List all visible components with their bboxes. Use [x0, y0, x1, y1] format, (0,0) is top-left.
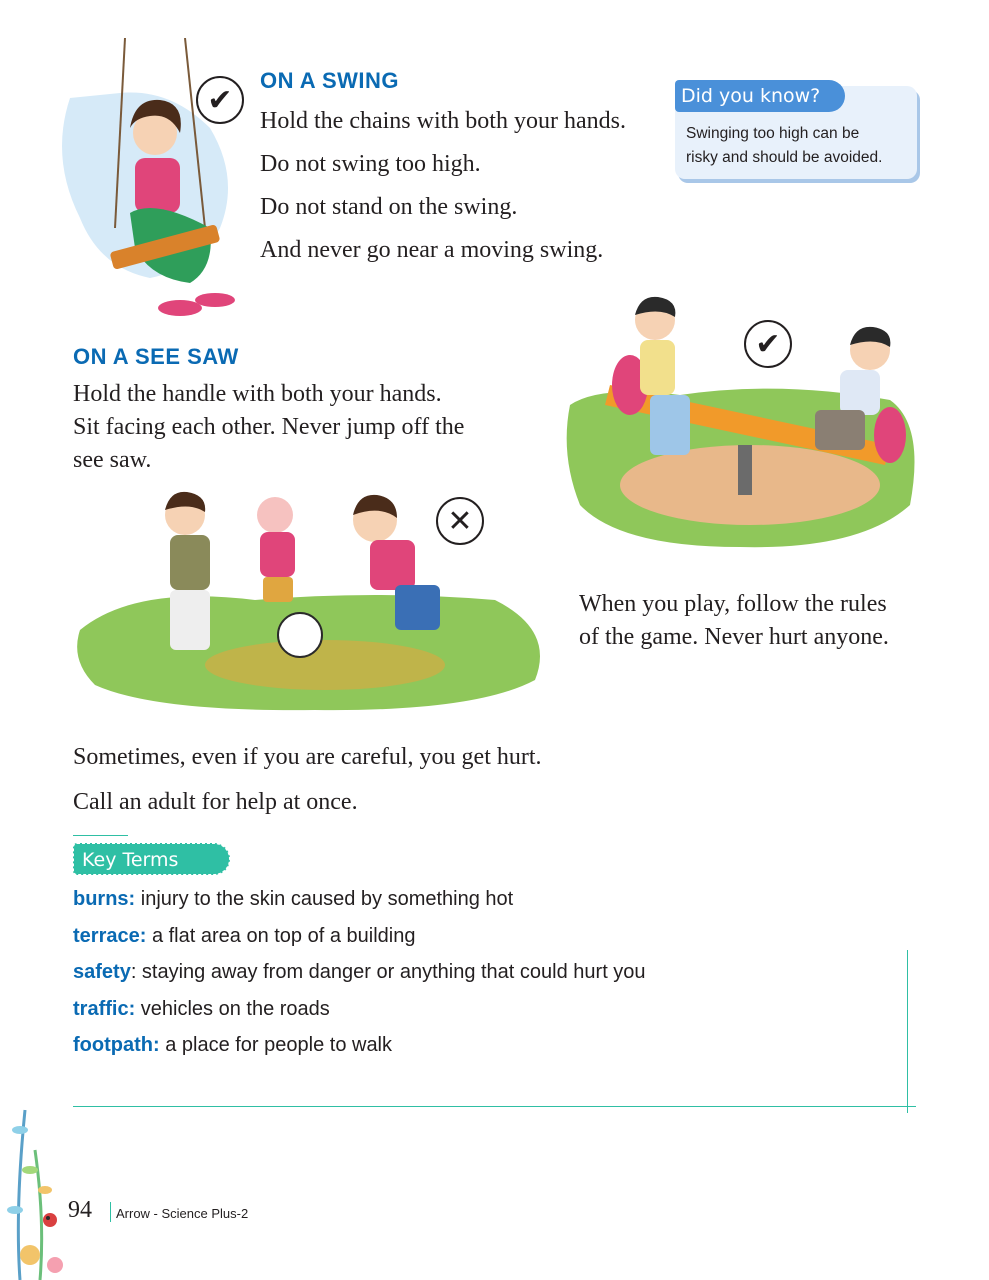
swing-instructions — [260, 100, 626, 272]
swing-heading: ON A SWING — [260, 68, 400, 93]
footer-divider — [110, 1202, 111, 1222]
key-term-definition: injury to the skin caused by something hot — [135, 888, 514, 910]
key-term-definition: vehicles on the roads — [135, 997, 330, 1020]
floral-corner-decoration — [0, 1090, 70, 1280]
key-term-item — [73, 1027, 646, 1064]
key-terms-title: Key Terms — [73, 843, 230, 875]
game-rules-line: of the game. Never hurt anyone. — [579, 624, 889, 650]
swing-line: Do not swing too high. — [260, 151, 481, 177]
key-terms-list — [73, 881, 646, 1064]
swing-line: Hold the chains with both your hands. — [260, 108, 626, 134]
hurt-advice-text — [73, 735, 542, 825]
key-terms-right-border — [907, 950, 908, 1113]
swing-line: And never go near a moving swing. — [260, 237, 604, 263]
page-number: 94 — [68, 1197, 92, 1223]
key-term-item — [73, 954, 646, 991]
key-terms-top-line — [73, 835, 128, 836]
key-term-word: terrace: — [73, 924, 147, 947]
see-saw-line: Sit facing each other. Never jump off the — [73, 414, 465, 440]
hurt-advice-line: Call an adult for help at once. — [73, 789, 358, 815]
see-saw-line: see saw. — [73, 447, 152, 473]
see-saw-heading: ON A SEE SAW — [73, 344, 239, 369]
hurt-advice-line: Sometimes, even if you are careful, you get hurt. — [73, 744, 542, 770]
key-term-item — [73, 881, 646, 918]
key-term-definition: : staying away from danger or anything that could hurt you — [130, 961, 646, 983]
key-terms-bottom-border — [73, 1106, 916, 1107]
swing-line: Do not stand on the swing. — [260, 194, 518, 220]
boys-on-see-saw-illustration — [560, 285, 930, 565]
did-you-know-line: Swinging too high can be — [686, 125, 860, 142]
key-term-definition: a place for people to walk — [159, 1034, 393, 1056]
see-saw-instructions — [73, 378, 464, 477]
swing-check-mark: ✔ — [196, 76, 244, 124]
key-term-item — [73, 991, 646, 1028]
key-term-definition: a flat area on top of a building — [146, 924, 416, 947]
did-you-know-title: Did you know? — [675, 80, 845, 112]
key-term-word: safety — [73, 961, 131, 983]
game-rules-line: When you play, follow the rules — [579, 591, 887, 617]
book-title: Arrow - Science Plus-2 — [116, 1206, 249, 1221]
key-term-word: traffic: — [73, 997, 136, 1020]
see-saw-line: Hold the handle with both your hands. — [73, 381, 442, 407]
game-rules-text — [579, 588, 889, 654]
rough-play-cross-mark: ✕ — [436, 497, 484, 545]
did-you-know-line: risky and should be avoided. — [686, 149, 883, 166]
see-saw-check-mark: ✔ — [744, 320, 792, 368]
key-term-word: footpath: — [73, 1034, 160, 1056]
key-term-item — [73, 918, 646, 955]
did-you-know-text — [686, 122, 914, 170]
key-term-word: burns: — [73, 888, 136, 910]
